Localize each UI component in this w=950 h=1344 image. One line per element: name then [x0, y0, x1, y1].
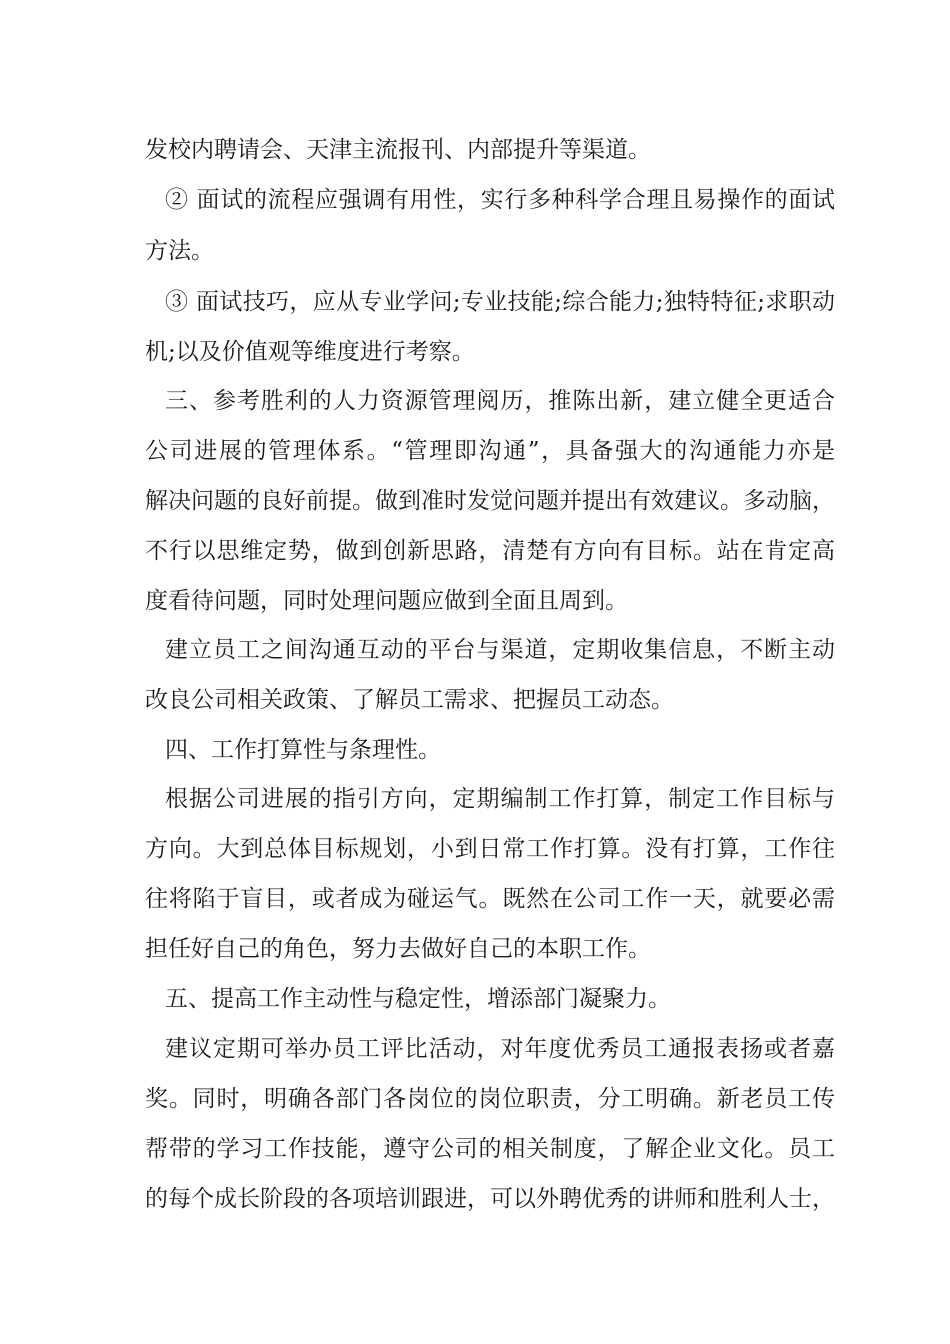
text-line: 担任好自己的角色，努力去做好自己的本职工作。 [145, 936, 651, 962]
text-line: 建立员工之间沟通互动的平台与渠道，定期收集信息，不断主动 [165, 637, 835, 663]
text-line: 的每个成长阶段的各项培训跟进，可以外聘优秀的讲师和胜利人士， [145, 1186, 835, 1212]
text-line: 五、提高工作主动性与稳定性，增添部门凝聚力。 [165, 986, 671, 1012]
text-line: 公司进展的管理体系。“管理即沟通”，具备强大的沟通能力亦是 [145, 438, 835, 464]
text-line: 发校内聘请会、天津主流报刊、内部提升等渠道。 [145, 137, 651, 163]
text-line: 三、参考胜利的人力资源管理阅历，推陈出新，建立健全更适合 [165, 388, 835, 414]
text-line: 改良公司相关政策、了解员工需求、把握员工动态。 [145, 687, 674, 713]
text-line: ② 面试的流程应强调有用性，实行多种科学合理且易操作的面试 [165, 187, 835, 213]
text-line: ③ 面试技巧，应从专业学问;专业技能;综合能力;独特特征;求职动 [165, 289, 835, 315]
text-line: 往将陷于盲目，或者成为碰运气。既然在公司工作一天，就要必需 [145, 886, 835, 912]
text-line: 不行以思维定势，做到创新思路，清楚有方向有目标。站在肯定高 [145, 538, 835, 564]
text-line: 建议定期可举办员工评比活动，对年度优秀员工通报表扬或者嘉 [165, 1036, 835, 1062]
text-line: 机;以及价值观等维度进行考察。 [145, 339, 475, 365]
text-line: 方法。 [145, 238, 214, 264]
text-line: 四、工作打算性与条理性。 [165, 737, 441, 763]
text-line: 根据公司进展的指引方向，定期编制工作打算，制定工作目标与 [165, 786, 835, 812]
text-line: 奖。同时，明确各部门各岗位的岗位职责，分工明确。新老员工传 [145, 1086, 835, 1112]
text-line: 方向。大到总体目标规划，小到日常工作打算。没有打算，工作往 [145, 836, 835, 862]
text-line: 帮带的学习工作技能，遵守公司的相关制度，了解企业文化。员工 [145, 1136, 835, 1162]
text-line: 度看待问题，同时处理问题应做到全面且周到。 [145, 588, 628, 614]
text-line: 解决问题的良好前提。做到准时发觉问题并提出有效建议。多动脑， [145, 488, 835, 514]
